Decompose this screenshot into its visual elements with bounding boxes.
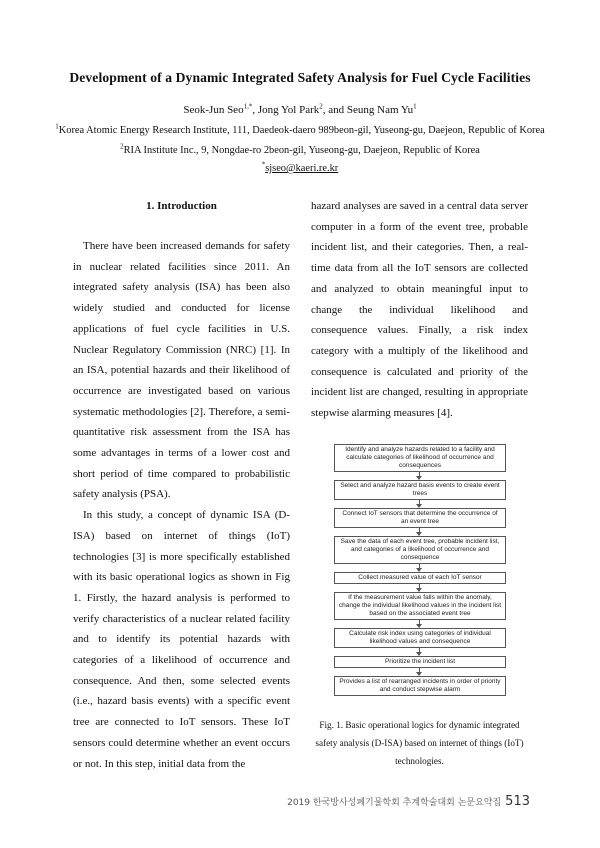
page-footer [287, 794, 530, 809]
flowchart-step-1: Identify and analyze hazards related to a facility and calculate categories of likelihood of occurrence and consequences [334, 444, 506, 472]
email-sup: * [261, 160, 266, 169]
author-1-sup: 1,* [243, 102, 253, 111]
flowchart [334, 444, 506, 696]
arrow-down-icon [334, 528, 506, 536]
flowchart-step-3: Connect IoT sensors that determine the occurrence of an event tree [334, 508, 506, 528]
page-number: 513 [505, 794, 530, 809]
author-3: , and Seung Nam Yu [322, 104, 414, 116]
arrow-down-icon [334, 472, 506, 480]
author-2: , Jong Yol Park [252, 104, 320, 116]
arrow-down-icon [334, 584, 506, 592]
affiliation-1-text: Korea Atomic Energy Research Institute, 111, Daedeok-daero 989beon-gil, Yuseong-gu, Daejeon, Republic of Korea [58, 125, 545, 136]
arrow-down-icon [334, 648, 506, 656]
author-list [0, 104, 600, 116]
affiliation-2-sup: 2 [120, 142, 124, 151]
affiliation-2 [0, 142, 600, 156]
arrow-down-icon [334, 620, 506, 628]
right-column [311, 196, 528, 424]
author-3-sup: 1 [413, 102, 417, 111]
flowchart-step-4: Save the data of each event tree, probable incident list, and categories of a likelihood of occurrence and consequence [334, 536, 506, 564]
arrow-down-icon [334, 668, 506, 676]
author-2-sup: 2 [319, 102, 323, 111]
paper-title: Development of a Dynamic Integrated Safety Analysis for Fuel Cycle Facilities [69, 70, 531, 85]
flowchart-step-8: Prioritize the incident list [334, 656, 506, 668]
flowchart-step-7: Calculate risk index using categories of individual likelihood values and consequence [334, 628, 506, 648]
affiliation-1-sup: 1 [55, 122, 59, 131]
email-link[interactable]: sjseo@kaeri.re.kr [265, 163, 339, 174]
paragraph: hazard analyses are saved in a central data server computer in a form of the event tree, probable incident list, and their categories. Then, a real-time data from all the IoT sensors are collected and analyzed to obtain meaningful input to change the individual likelihood and consequence values. Finally, a risk index category with a multiply of the likelihood and consequence is calculated and priority of the incident list are changed, resulting in appropriate stepwise alarming measures [4]. [311, 200, 528, 420]
figure-caption: Fig. 1. Basic operational logics for dynamic integrated safety analysis (D-ISA) based on internet of things (IoT) technologies. [315, 720, 524, 766]
affiliation-2-text: RIA Institute Inc., 9, Nongdae-ro 2beon-gil, Yuseong-gu, Daejeon, Republic of Korea [123, 145, 480, 156]
flowchart-step-6: If the measurement value falls within the anomaly, change the individual likelihood values in the incident list based on the associated event tree [334, 592, 506, 620]
paragraph: In this study, a concept of dynamic ISA (D-ISA) based on internet of things (IoT) technologies [3] is more specifically established with its basic operational logics as shown in Fig 1. Firstly, the hazard analysis is performed to verify characteristics of a nuclear related facility and to identify its potential hazards with categories of a likelihood of occurrence and consequence. And then, some selected events (i.e., hazard basis events) with a specific event tree are connected to IoT sensors. These IoT sensors could determine whether an event occurs or not. In this step, initial data from the [73, 509, 290, 770]
flowchart-step-2: Select and analyze hazard basis events to create event trees [334, 480, 506, 500]
arrow-down-icon [334, 564, 506, 572]
corresponding-email [0, 160, 600, 174]
arrow-down-icon [334, 500, 506, 508]
left-column [73, 236, 290, 774]
footer-text: 2019 한국방사성폐기물학회 추계학술대회 논문요약집 [287, 798, 502, 808]
flowchart-step-9: Provides a list of rearranged incidents in order of priority and conduct stepwise alarm [334, 676, 506, 696]
paragraph: There have been increased demands for safety in nuclear related facilities since 2011. An integrated safety analysis (ISA) has been also widely studied and conducted for license applications of fuel cycle facilities in U.S. Nuclear Regulatory Commission (NRC) [1]. In an ISA, potential hazards and their likelihood of occurrence are investigated based on various systematic methodologies [2]. Therefore, a semi-quantitative risk assessment from the ISA has some advantages in terms of a lower cost and short period of time compared to probabilistic safety analysis (PSA). [73, 240, 290, 501]
section-heading-introduction: 1. Introduction [146, 200, 217, 212]
flowchart-step-5: Collect measured value of each IoT sensor [334, 572, 506, 584]
affiliation-1 [0, 122, 600, 136]
author-1: Seok-Jun Seo [183, 104, 244, 116]
